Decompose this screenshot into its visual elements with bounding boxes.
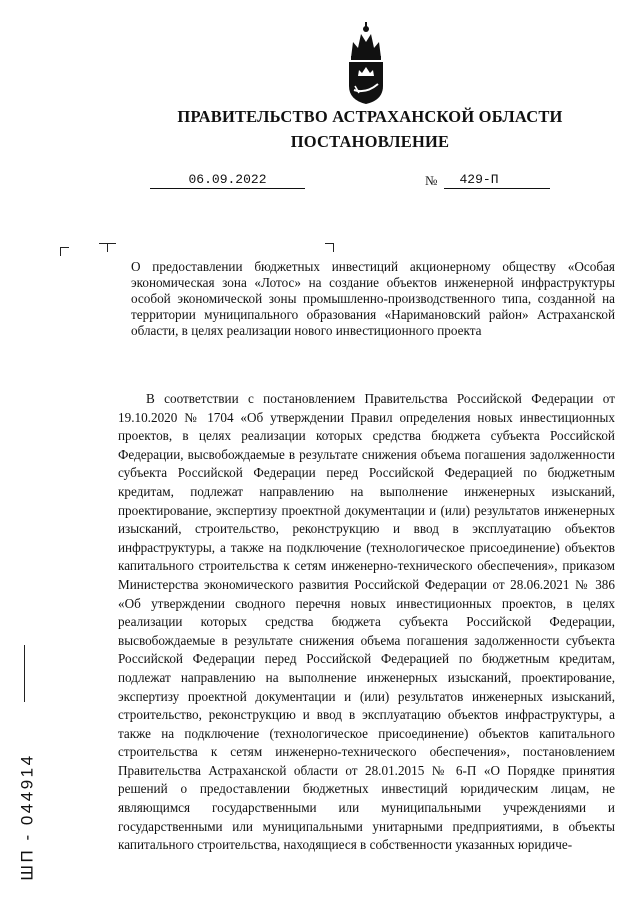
date-underline: [150, 188, 305, 189]
left-margin-corner-mark: [60, 247, 69, 256]
document-date: 06.09.2022: [188, 172, 267, 187]
subject-corner-mark-left-b: [107, 243, 116, 252]
subject-corner-mark-right: [325, 243, 334, 252]
astrakhan-coat-of-arms-icon: [343, 20, 389, 106]
document-number: 429-П: [459, 172, 499, 187]
form-serial-text: ШП - 044914: [18, 753, 38, 881]
document-type: ПОСТАНОВЛЕНИЕ: [290, 132, 450, 151]
number-underline: [444, 188, 550, 189]
document-body-paragraph: В соответствии с постановлением Правительства Российской Федерации от 19.10.2020 № 1704 «Об утверждении Правил определения новых инвестиционных проектов, в целях реализации которых средства бюджета субъекта Российской Федерации, высвобождаемые в результате снижения объема погашения задолженности субъекта Российской Федерации перед Российской Федерацией по бюджетным кредитам, подлежат направлению на выполнение инженерных изысканий, проектирование, экспертизу проектной документации и (или) результатов инженерных изысканий, строительство, реконструкцию и ввод в эксплуатацию объектов инфраструктуры, а также на подключение (технологическое присоединение) объектов капитального строительства к сетям инженерно-технического обеспечения», приказом Министерства экономического развития Российской Федерации от 28.06.2021 № 386 «Об утверждении сводного перечня новых инвестиционных проектов, в целях реализации которых средства бюджета субъекта Российской Федерации, высвобождаемые в результате снижения объема погашения задолженности субъекта Российской Федерации перед Российской Федерацией по бюджетным кредитам, подлежат направлению на выполнение инженерных изысканий, проектирование, экспертизу проектной документации и (или) результатов инженерных изысканий, строительство, реконструкцию и ввод в эксплуатацию объектов инфраструктуры, а также на подключение (технологическое присоединение) объектов капитального строительства к сетям инженерно-технического обеспечения», постановлением Правительства Астраханской области от 28.01.2015 № 6-П «О Порядке принятия решений о предоставлении бюджетных инвестиций юридическим лицам, не являющимся государственными или муниципальными учреждениями и государственными или муниципальными унитарными предприятиями, в объекты капитального строительства, находящиеся в собственности указанных юридиче-: [118, 391, 615, 853]
organization-title: ПРАВИТЕЛЬСТВО АСТРАХАНСКОЙ ОБЛАСТИ: [177, 107, 563, 126]
margin-rule: [24, 645, 25, 702]
form-serial-number: [12, 742, 44, 892]
number-sign: №: [425, 173, 438, 188]
document-subject: О предоставлении бюджетных инвестиций акционерному обществу «Особая экономическая зона «Лотос» на создание объектов инженерной инфраструктуры особой экономической зоны промышленно-производственного типа, созданной на территории муниципального образования «Наримановский район» Астраханской области, в целях реализации нового инвестиционного проекта: [131, 259, 615, 338]
